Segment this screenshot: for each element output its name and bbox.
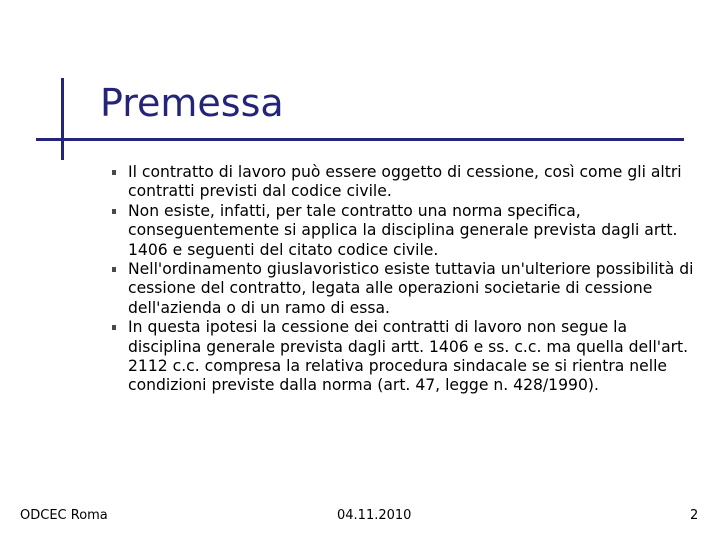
slide-title: Premessa: [100, 81, 284, 125]
page-number: 2: [690, 508, 699, 523]
title-underline: [36, 138, 684, 141]
footer-organization: ODCEC Roma: [20, 508, 108, 523]
bullet-text: Il contratto di lavoro può essere oggetto di cessione, così come gli altri contratti previsti dal codice civile.: [128, 163, 682, 201]
bullet-text: Nell'ordinamento giuslavoristico esiste tuttavia un'ulteriore possibilità di cessione del contratto, legata alle operazioni societarie di cessione dell'azienda o di un ramo di essa.: [128, 260, 694, 317]
bullet-list: [112, 163, 697, 396]
bullet-marker-icon: [112, 267, 116, 272]
bullet-marker-icon: [112, 170, 116, 175]
bullet-text: In questa ipotesi la cessione dei contratti di lavoro non segue la disciplina generale prevista dagli artt. 1406 e ss. c.c. ma quella dell'art. 2112 c.c. compresa la relativa procedura sindacale se si rientra nelle condizioni previste dalla norma (art. 47, legge n. 428/1990).: [128, 318, 689, 395]
bullet-item: [112, 318, 697, 396]
bullet-marker-icon: [112, 325, 116, 330]
bullet-item: [112, 163, 697, 202]
decorative-vertical-line: [61, 78, 64, 160]
bullet-marker-icon: [112, 209, 116, 214]
bullet-item: [112, 202, 697, 260]
bullet-text: Non esiste, infatti, per tale contratto una norma specifica, conseguentemente si applica la disciplina generale prevista dagli artt. 1406 e seguenti del citato codice civile.: [128, 201, 678, 259]
footer-date: 04.11.2010: [337, 508, 412, 523]
bullet-item: [112, 260, 697, 318]
